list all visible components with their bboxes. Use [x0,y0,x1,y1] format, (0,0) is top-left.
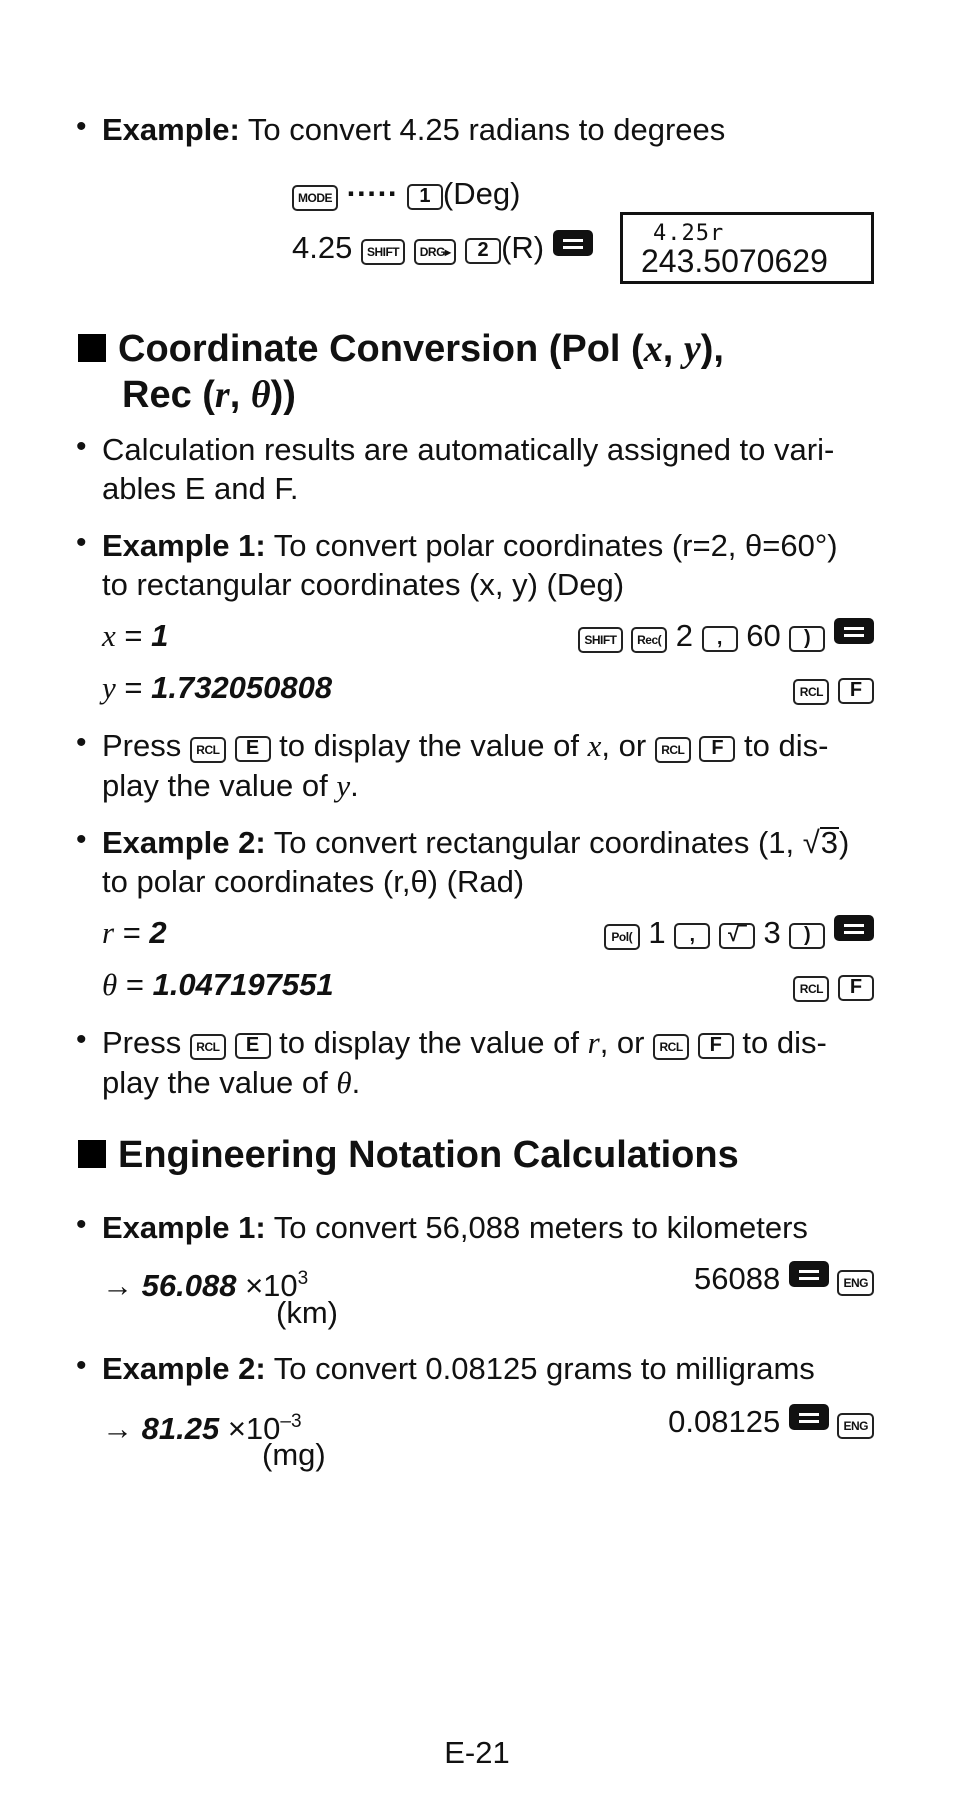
rcl-key: RCL [190,1034,226,1060]
drg-key: DRG▸ [414,239,457,265]
var-y: y [336,768,351,803]
equals-text: = [117,967,153,1002]
display-result: 243.5070629 [641,243,828,279]
example-label: Example 2: [102,825,266,860]
result-value: 2 [149,915,167,950]
exponent: 3 [297,1268,309,1289]
example-rad-text [102,110,725,149]
result-value: 56.088 [141,1268,237,1303]
ex2-r-result [102,913,167,952]
press-end: to dis- [742,1025,827,1060]
ex2-theta-keys [793,965,874,1004]
var-r: r [587,1025,600,1060]
bullet: • [76,526,87,559]
input-value: 56088 [694,1261,781,1296]
ex1-line2: to rectangular coordinates (x, y) (Deg) [102,567,625,602]
equals-text: = [115,670,152,705]
equals-icon [844,924,864,934]
heading-part: , [229,374,251,416]
ex2-line2: to polar coordinates (r,θ) (Rad) [102,864,525,899]
bullet: • [76,110,87,143]
input-value: 4.25 [292,230,353,265]
one-key: 1 [407,184,443,210]
ex1-line1 [102,526,838,565]
press1-line2 [102,766,359,805]
bullet: • [76,1349,87,1382]
two-key: 2 [465,238,501,264]
ex2-r-keys [604,913,874,952]
press1-line1 [102,726,828,765]
equals-icon [563,239,583,249]
calculator-display [620,212,874,284]
exponent: –3 [280,1411,302,1432]
mode-key: MODE [292,185,338,211]
display-input: 4.25r [653,221,725,246]
equals-key [553,230,593,256]
result-value: 1.732050808 [151,670,333,705]
section-heading-coordinate-line2 [122,372,296,418]
ex2-desc-end: ) [839,825,850,860]
note-line: ables E and F. [102,471,299,506]
period: . [350,768,359,803]
heading-var-y: y [683,328,701,370]
bullet: • [76,1208,87,1241]
ex1-y-keys [793,668,874,707]
arrow-icon: → [102,1268,133,1303]
shift-key: SHIFT [578,627,622,653]
ex2-desc: To convert rectangular coordinates (1, [273,825,795,860]
example-label: Example: [102,112,240,147]
heading-part: Coordinate Conversion (Pol ( [118,328,644,370]
section-heading-coordinate [78,326,724,372]
eng1-desc: To convert 56,088 meters to kilometers [273,1210,808,1245]
ex1-x-keys [578,616,874,655]
e-key: E [235,1033,271,1059]
heading-part: ), [700,328,724,370]
heading-part: , [662,328,684,370]
sqrt-key: √‾ [719,923,755,949]
press-mid: to display the value of [279,1025,579,1060]
f-key: F [699,736,735,762]
ex2-line1: Example 2: To convert rectangular coordinates (1, √3) [102,825,850,860]
press-end: to dis- [744,728,829,763]
example-description: To convert 4.25 radians to degrees [247,112,726,147]
comma-key: , [702,626,738,652]
deg-label: (Deg) [442,176,521,211]
press-line2: play the value of [102,1065,328,1100]
key-sequence-convert [292,228,593,267]
bullet: • [76,823,87,856]
heading-var-theta: θ [250,374,271,416]
e-key: E [235,736,271,762]
square-bullet-icon [78,334,106,362]
eng2-line [102,1349,815,1388]
note-line: Calculation results are automatically assigned to vari- [102,432,835,467]
period: . [351,1065,361,1100]
r-label: (R) [501,230,545,265]
rcl-key: RCL [793,976,829,1002]
heading-text: Engineering Notation Calculations [118,1134,739,1176]
press-line2: play the value of [102,768,328,803]
heading-part: Rec ( [122,374,215,416]
three-digit: 3 [763,915,781,950]
eng-key: ENG [837,1270,874,1296]
sixty-digit: 60 [746,618,781,653]
one-digit: 1 [648,915,666,950]
ex1-x-result [102,616,168,655]
example-label: Example 2: [102,1351,266,1386]
pol-key: Pol( [604,924,640,950]
press2-line1 [102,1023,827,1062]
comma-key: , [674,923,710,949]
rcl-key: RCL [653,1034,689,1060]
equals-icon [799,1413,819,1423]
ex2-theta-result [102,965,334,1004]
rcl-key: RCL [190,737,226,763]
equals-key [834,618,874,644]
heading-var-x: x [643,328,663,370]
f-key: F [698,1033,734,1059]
sqrt-value: 3 [820,825,839,860]
result-value: 1 [151,618,169,653]
ex1-desc: To convert polar coordinates (r=2, θ=60°) [273,528,838,563]
example-label: Example 1: [102,528,266,563]
two-digit: 2 [675,618,694,653]
var-x: x [102,618,116,653]
bullet: • [76,726,87,759]
f-key: F [838,975,874,1001]
var-x: x [587,728,602,763]
section-heading-engineering [78,1132,739,1178]
rparen-key: ) [789,923,825,949]
shift-key: SHIFT [361,239,405,265]
heading-var-r: r [214,374,230,416]
bullet: • [76,1023,87,1056]
or-text: , or [601,728,647,763]
square-bullet-icon [78,1140,106,1168]
press-text: Press [102,1025,182,1060]
arrow-icon: → [102,1411,133,1446]
times-ten: ×10 [245,1268,298,1303]
example-label: Example 1: [102,1210,266,1245]
input-value: 0.08125 [668,1404,781,1439]
dots: ····· [346,176,399,211]
result-value: 81.25 [141,1411,220,1446]
rparen-key: ) [789,626,825,652]
var-theta: θ [336,1065,352,1100]
eng2-desc: To convert 0.08125 grams to milligrams [273,1351,815,1386]
press-text: Press [102,728,182,763]
eng1-unit: (km) [276,1295,338,1330]
eng1-keys [694,1259,874,1298]
rcl-key: RCL [655,737,691,763]
eng-key: ENG [837,1413,874,1439]
bullet: • [76,430,87,463]
or-text: , or [599,1025,645,1060]
equals-text: = [115,618,152,653]
var-y: y [102,670,116,705]
var-theta: θ [102,967,118,1002]
equals-icon [799,1270,819,1280]
key-sequence-mode [292,174,520,213]
eng2-keys [668,1402,874,1441]
equals-icon [844,627,864,637]
var-r: r [102,915,115,950]
result-value: 1.047197551 [152,967,334,1002]
equals-key [834,915,874,941]
rec-key: Rec( [631,627,667,653]
f-key: F [838,678,874,704]
eng2-unit: (mg) [262,1437,326,1472]
press-mid: to display the value of [279,728,579,763]
times-ten: ×10 [227,1411,281,1446]
page-number: E-21 [444,1735,510,1770]
eng1-line [102,1208,808,1247]
heading-part: )) [270,374,296,416]
equals-key [789,1404,829,1430]
equals-text: = [114,915,150,950]
equals-key [789,1261,829,1287]
press2-line2 [102,1063,360,1102]
rcl-key: RCL [793,679,829,705]
ex1-y-result [102,668,332,707]
